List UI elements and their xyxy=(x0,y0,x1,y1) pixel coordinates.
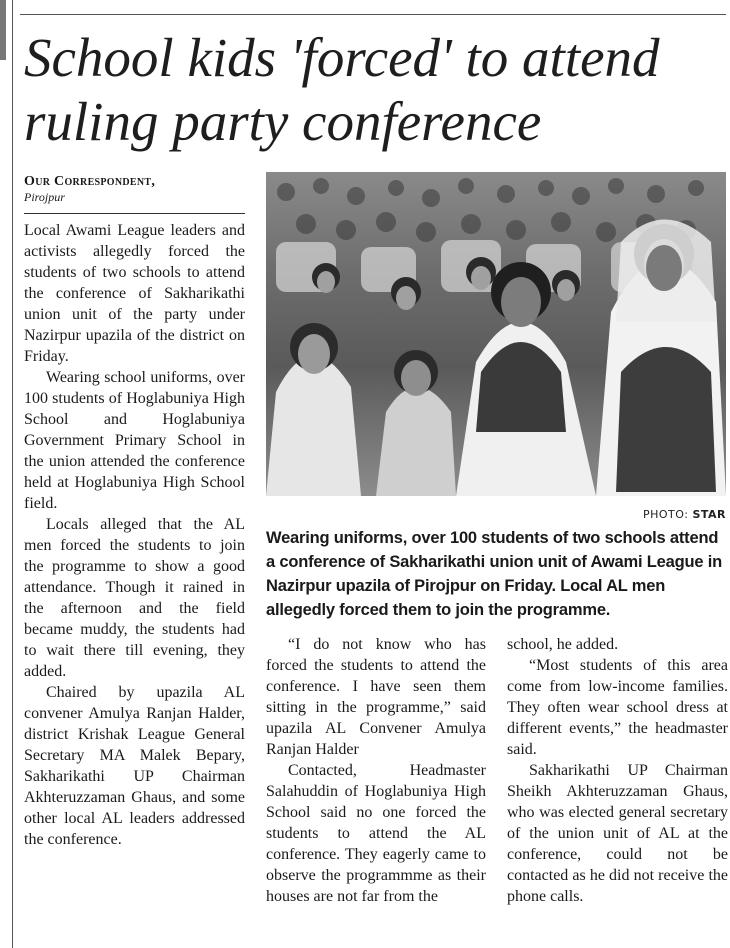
adjacent-image-edge xyxy=(0,0,6,60)
article-column-2 xyxy=(266,634,486,948)
paragraph: “Most students of this area come from low-income families. They often wear school dress at different events,” the headmaster said. xyxy=(507,657,728,758)
photo-credit-label: PHOTO: xyxy=(642,508,689,521)
byline-rule xyxy=(24,213,245,214)
paragraph: Sakharikathi UP Chairman Sheikh Akhteruzzaman Ghaus, who was elected general secretary of the union unit of AL at the conference, could not be contacted as he did not receive the phone calls. xyxy=(507,762,728,905)
photo-caption: Wearing uniforms, over 100 students of two schools attend a conference of Sakharikathi union unit of Awami League in Nazirpur upazila of Pirojpur on Friday. Local AL men allegedly forced them to join the programme. xyxy=(266,529,722,619)
paragraph: school, he added. xyxy=(507,636,619,653)
photo-credit xyxy=(266,508,726,521)
paragraph: Locals alleged that the AL men forced the students to join the programme to show a good attendance. Though it rained in the afternoon and the field became muddy, the students had to wait there till evening, they added. xyxy=(24,516,245,680)
top-rule xyxy=(20,14,726,15)
article-column-1 xyxy=(24,220,245,948)
headline: School kids 'forced' to attend ruling party conference xyxy=(24,27,660,152)
crowd-of-students-image xyxy=(266,172,726,496)
article-column-3 xyxy=(507,634,728,948)
photo-credit-source: STAR xyxy=(692,508,726,521)
paragraph: Chaired by upazila AL convener Amulya Ranjan Halder, district Krishak League General Secretary MA Malek Bepary, Sakharikathi UP Chairman Akhteruzzaman Ghaus, and some other local AL leaders addressed the conference. xyxy=(24,684,245,848)
paragraph: Wearing school uniforms, over 100 students of Hoglabuniya High School and Hoglabuniya Government Primary School in the union attended the conference held at Hoglabuniya High School field. xyxy=(24,369,245,512)
byline-name: Our Correspondent, xyxy=(24,174,156,189)
paragraph: “I do not know who has forced the students to attend the conference. I have seen them sitting in the programme,” said upazila AL Convener Amulya Ranjan Halder xyxy=(266,636,486,758)
news-photo xyxy=(266,172,726,496)
paragraph: Contacted, Headmaster Salahuddin of Hoglabuniya High School said no one forced the students to attend the AL conference. They eagerly came to observe the programmme as their houses are not far from the xyxy=(266,762,486,905)
byline xyxy=(24,174,246,204)
paragraph: Local Awami League leaders and activists allegedly forced the students of two schools to attend the conference of Sakharikathi union unit of the party under Nazirpur upazila of the district on Friday. xyxy=(24,222,245,365)
adjacent-column-clip xyxy=(0,0,13,948)
byline-place: Pirojpur xyxy=(24,190,65,204)
